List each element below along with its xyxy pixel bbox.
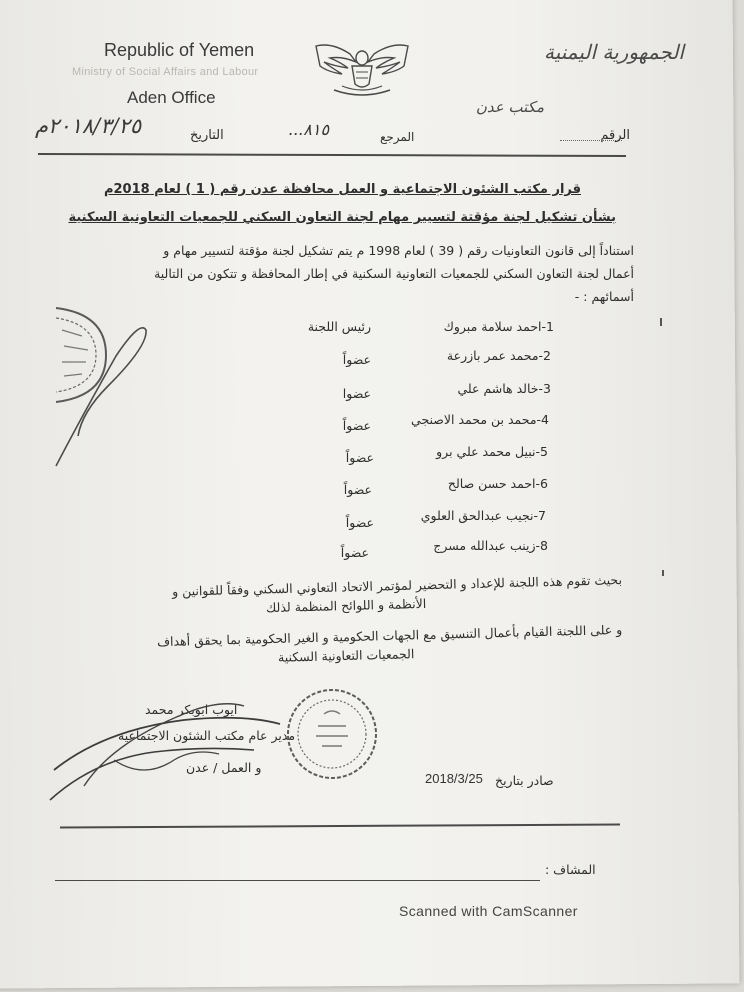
ref-value: ٨١٥... xyxy=(288,120,330,139)
member-role: عضواً xyxy=(340,545,369,560)
number-label: الرقم xyxy=(600,128,630,143)
member-name: 5-نبيل محمد علي برو xyxy=(436,444,548,459)
para1-line-1: بحيث تقوم هذه اللجنة للإعداد و التحضير لمؤتمر الاتحاد التعاوني السكني وفقاً للقوانين و xyxy=(171,572,623,599)
member-name: 6-احمد حسن صالح xyxy=(447,476,548,491)
para2-line-2: الجمعيات التعاونية السكنية xyxy=(277,646,415,665)
para1-line-2: الأنظمة و اللوائح المنظمة لذلك xyxy=(265,595,427,616)
header-office: Aden Office xyxy=(127,88,216,107)
margin-mark xyxy=(660,318,662,326)
issued-date: 2018/3/25 xyxy=(425,771,483,786)
header-office-ar: مكتب عدن xyxy=(475,98,544,116)
cc-line xyxy=(55,880,540,881)
cc-label: المشاف : xyxy=(545,862,596,877)
header-country-ar: الجمهورية اليمنية xyxy=(543,40,684,64)
member-role: عضواً xyxy=(343,482,372,497)
member-name: 1-احمد سلامة مبروك xyxy=(443,319,554,334)
decision-subject: بشأن تشكيل لجنة مؤقتة لتسيير مهام لجنة التعاون السكني للجمعيات التعاونية السكنية xyxy=(68,210,616,225)
date-label: التاريخ xyxy=(190,128,224,143)
member-name: 7-نجيب عبدالحق العلوي xyxy=(420,508,546,523)
intro-line-2: أعمال لجنة التعاون السكني للجمعيات التعاونية السكنية في إطار المحافظة و تتكون من التالية xyxy=(154,266,634,281)
decision-title: قرار مكتب الشئون الاجتماعية و العمل محافظة عدن رقم ( 1 ) لعام 2018م xyxy=(103,182,581,197)
member-name: 8-زينب عبدالله مسرج xyxy=(433,538,548,553)
member-name: 3-خالد هاشم علي xyxy=(457,381,551,396)
signatory-name: ايوب ابوبكر محمد xyxy=(145,702,238,717)
yemen-eagle-emblem xyxy=(312,38,412,100)
intro-line-3: أسمائهم : - xyxy=(574,289,634,304)
issued-label: صادر بتاريخ xyxy=(495,773,554,788)
member-role: عضواً xyxy=(342,352,371,367)
member-role: عضواً xyxy=(342,418,371,433)
member-role: عضوا xyxy=(342,386,371,401)
signatory-title-2: و العمل / عدن xyxy=(186,760,262,775)
header-country: Republic of Yemen xyxy=(104,40,255,60)
camscanner-watermark: Scanned with CamScanner xyxy=(399,903,578,919)
header-ministry: Ministry of Social Affairs and Labour xyxy=(72,66,259,78)
intro-line-1: استناداً إلى قانون التعاونيات رقم ( 39 ) لعام 1998 م يتم تشكيل لجنة مؤقتة لتسيير مهام و xyxy=(163,243,634,258)
number-dots xyxy=(560,140,622,141)
member-name: 2-محمد عمر بازرعة xyxy=(446,348,551,363)
member-name: 4-محمد بن محمد الاصنجي xyxy=(411,412,549,427)
date-value: ٢٠١٨/٣/٢٥م xyxy=(35,114,142,138)
member-role: عضواً xyxy=(345,450,374,465)
para2-line-1: و على اللجنة القيام بأعمال التنسيق مع الجهات الحكومية و الغير الحكومية بما يحقق أهداف xyxy=(156,621,623,650)
member-role: رئيس اللجنة xyxy=(307,319,371,334)
margin-mark xyxy=(662,570,664,576)
ref-label: المرجع xyxy=(380,130,415,144)
member-role: عضواً xyxy=(345,515,374,530)
signatory-title: مدير عام مكتب الشئون الاجتماعية xyxy=(118,728,296,743)
